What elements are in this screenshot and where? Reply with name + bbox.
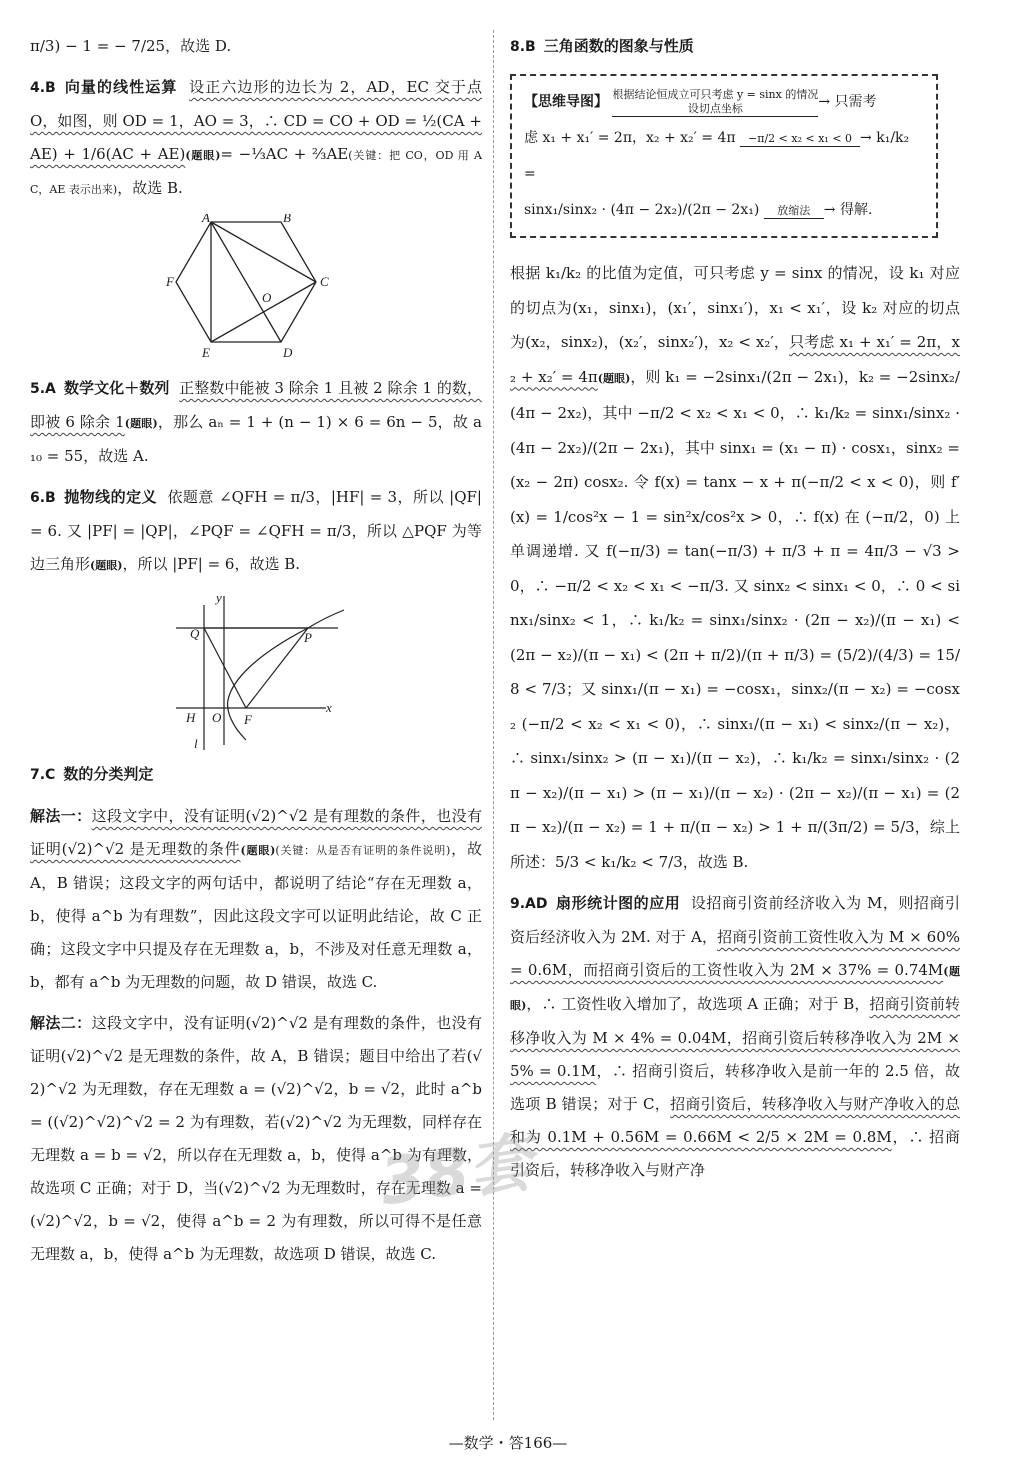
- q6-text2: ，所以 |PF| = 6，故选 B.: [122, 555, 301, 573]
- mind-map-arrow-3: 放缩法: [764, 204, 824, 219]
- q9-text4: ，∴ 招商引资后，转移净收入与财产净: [510, 1128, 960, 1179]
- q7-heading: [30, 758, 482, 792]
- hex-label-C: C: [320, 274, 329, 289]
- method1-label: 解法一：: [30, 807, 92, 825]
- q9-text1: 设招商引资前经济收入为 M，则招商引资后经济收入为 2M. 对于 A，: [510, 894, 960, 946]
- method1-text: 这段文字中，没有证明(√2)^√2 是有理数的条件，也没有证明(√2)^√2 是无理数的条件: [30, 807, 482, 858]
- mind-map-arrow-1: [612, 88, 818, 117]
- q9-text3: ，∴ 招商引资后，转移净收入是前一年的 2.5 倍，故选项 B 错误；对于 C，: [510, 1062, 960, 1113]
- q5-number: 5.A: [30, 381, 56, 397]
- q4-answer: [30, 71, 482, 206]
- method2-text: 这段文字中，没有证明(√2)^√2 是有理数的条件，也没有证明(√2)^√2 是无理数的条件，故 A，B 错误；题目中给出了若(√2)^√2 为无理数，存在无理数 a = (√2)^√2，b = √2，此时 a^b = ((√2)^√2)^√2 = 2 为有理数，若(√2)^√2 为无理数，同样存在无理数 a = b = √2，所以存在无理数 a，b，使得 a^b 为有理数，故选项 C 正确；对于 D，当(√2)^√2 为无理数时，存在无理数 a = (√2)^√2，b = √2，使得 a^b = 2 为有理数，所以可得不是任意无理数 a，b，使得 a^b 为无理数，故选项 D 错误，故选 C.: [30, 1014, 482, 1263]
- mind-map-after-3: 得解.: [839, 202, 873, 218]
- mind-map-line-2: 虑 x₁ + x₁′ = 2π，x₂ + x₂′ = 4π: [524, 130, 736, 146]
- q5-text2: ，那么 aₙ = 1 + (n − 1) × 6 = 6n − 5，故 a₁₀ = 55，故选 A.: [30, 413, 482, 465]
- q9-title: 扇形统计图的应用: [555, 894, 681, 912]
- q8-wave1: 只考虑 x₁ + x₁′ = 2π，x₂ + x₂′ = 4π: [510, 333, 960, 386]
- q5-tag: (题眼): [124, 417, 158, 430]
- right-column: [510, 30, 960, 1195]
- method2-label: 解法二：: [30, 1014, 92, 1032]
- q4-number: 4.B: [30, 80, 56, 96]
- method1-text4: ，故 D 错误，故选 C.: [230, 973, 378, 991]
- q5-title: 数学文化＋数列: [63, 379, 170, 397]
- q4-end: ，故选 B.: [117, 179, 183, 197]
- q6-number: 6.B: [30, 490, 56, 506]
- q8-number: 8.B: [510, 39, 536, 55]
- hex-label-O: O: [262, 290, 272, 305]
- mind-map-label: 【思维导图】: [524, 94, 608, 110]
- q8-tag: (题眼): [597, 371, 631, 385]
- q4-tag: (题眼): [185, 149, 221, 162]
- hex-label-B: B: [283, 214, 291, 225]
- mind-map-after-1: 只需考: [834, 94, 877, 110]
- q9-wave3: 招商引资后，转移净收入与财产净收入的总和为 0.1M + 0.56M = 0.66M < 2/5 × 2M = 0.8M: [510, 1095, 960, 1146]
- q4-text2: = −⅓AC + ⅔AE: [220, 145, 349, 163]
- q8-heading: [510, 30, 960, 64]
- method1-text3: ，因此这段文字可以证明此结论，故 C 正确；这段文字中只提及存在无理数 a，b，不涉及对任意无理数 a，b，都有 a^b 为无理数的问题: [30, 907, 483, 991]
- q3-tail-text: π/3) − 1 = − 7/25，故选 D.: [30, 37, 232, 55]
- point-label-Q: Q: [190, 626, 200, 641]
- hex-label-F: F: [166, 274, 174, 289]
- q3-tail: [30, 30, 482, 63]
- axis-label-x: x: [326, 700, 332, 715]
- q8-solution: [510, 256, 960, 879]
- watermark-logo: 38套: [375, 1125, 538, 1221]
- left-column: [30, 30, 482, 1279]
- q4-key-note: (关键：把 CO，OD 用 AC，AE 表示出来): [30, 149, 482, 196]
- point-label-F: F: [244, 712, 252, 727]
- q9-tag: (题眼): [510, 965, 960, 1012]
- q6-text: 依题意 ∠QFH = π/3，|HF| = 3，所以 |QF| = 6. 又 |PF| = |QP|，∠PQF = ∠QFH = π/3，所以 △PQF 为等边三角形: [30, 488, 482, 573]
- q9-wave2: 招商引资前转移净收入为 M × 4% = 0.04M，招商引资后转移净收入为 2M × 5% = 0.1M: [510, 995, 960, 1080]
- q6-answer: [30, 481, 482, 582]
- q7-number: 7.C: [30, 767, 56, 783]
- q6-title: 抛物线的定义: [63, 488, 157, 506]
- mind-map-arrow-1-top: 根据结论恒成立可只考虑 y = sinx 的情况: [612, 87, 819, 101]
- q8-text1: 根据 k₁/k₂ 的比值为定值，可只考虑 y = sinx 的情况，设 k₁ 对应的切点为(x₁，sinx₁)，(x₁′，sinx₁′)，x₁ < x₁′，设 k₂ 对应的切点为(x₂，sinx₂)，(x₂′，sinx₂′)，x₂ < x₂′，: [510, 264, 960, 351]
- mind-map-row-1: 【思维导图】 根据结论恒成立可只考虑 y = sinx 的情况 设切点坐标 → 只需考: [524, 87, 877, 115]
- hex-label-E: E: [202, 345, 210, 360]
- q9-number: 9.AD: [510, 896, 548, 912]
- q6-tag: (题眼): [90, 559, 123, 572]
- q5-answer: [30, 372, 482, 473]
- mind-map-arrow-1-bottom: 设切点坐标: [687, 101, 743, 115]
- q9-wave1: 招商引资前工资性收入为 M × 60% = 0.6M，而招商引资后的工资性收入为 2M × 37% = 0.74M: [510, 928, 961, 979]
- page-footer: —数学・答166—: [448, 1434, 568, 1452]
- mind-map-row-3: sinx₁/sinx₂ · (4π − 2x₂)/(2π − 2x₁) 放缩法 → 得解.: [524, 202, 873, 218]
- method1-text2: ，故 A，B 错误；这段文字的两句话中，都说明了结论“存在无理数 a，b，使得 a^b 为有理数”: [30, 840, 482, 925]
- q8-text2: ，则 k₁ = −2sinx₁/(2π − 2x₁)，k₂ = −2sinx₂/(4π − 2x₂)，其中 −π/2 < x₂ < x₁ < 0，∴ k₁/k₂ = sinx₁/sinx₂ · (4π − 2x₂)/(2π − 2x₁)，其中 sinx₁ = (x₁ − π) · cosx₁，sinx₂ = (x₂ − 2π) cosx₂. 令 f(x) = tanx − x + π(−π/2 < x < 0)，则 f′(x) = 1/cos²x − 1 = sin²x/cos²x > 0，∴ f(x) 在 (−π/2，0) 上单调递增. 又 f(−π/3) = tan(−π/3) + π/3 + π = 4π/3 − √3 > 0，∴ −π/2 < x₂ < x₁ < −π/3. 又 sinx₂ < sinx₁ < 0，∴ 0 < sinx₁/sinx₂ < 1，∴ k₁/k₂ = sinx₁/sinx₂ · (2π − x₂)/(π − x₁) < (2π − x₂)/(π − x₁) < (2π + π/2)/(π + π/3) = (5/2)/(4/3) = 15/8 < 7/3；又 sinx₁/(π − x₁) = −cosx₁，sinx₂/(π − x₂) = −cosx₂ (−π/2 < x₂ < x₁ < 0)，∴ sinx₁/(π − x₁) < sinx₂/(π − x₂)，∴ sinx₁/sinx₂ > (π − x₁)/(π − x₂)，∴ k₁/k₂ = sinx₁/sinx₂ · (2π − x₂)/(π − x₁) > (π − x₁)/(π − x₂) · (2π − x₂)/(π − x₁) = (2π − x₂)/(π − x₂) = 1 + π/(π − x₂) > 1 + π/(3π/2) = 5/3，综上所述：5/3 < k₁/k₂ < 7/3，故选 B.: [510, 367, 960, 871]
- q8-title: 三角函数的图象与性质: [543, 37, 694, 55]
- axis-label-y: y: [216, 590, 222, 605]
- mind-map-row-2: 虑 x₁ + x₁′ = 2π，x₂ + x₂′ = 4π −π/2 < x₂ < x₁ < 0 → k₁/k₂ =: [524, 130, 910, 182]
- parabola-figure: [166, 590, 346, 750]
- hex-label-A: A: [202, 214, 210, 225]
- point-label-H: H: [186, 710, 196, 725]
- mind-map-line-3: sinx₁/sinx₂ · (4π − 2x₂)/(2π − 2x₁): [524, 202, 760, 218]
- point-label-O: O: [212, 710, 222, 725]
- q7-method1: [30, 800, 482, 999]
- mind-map-after-2: k₁/k₂ =: [524, 130, 910, 182]
- hexagon-figure: [166, 214, 346, 364]
- hex-label-D: D: [283, 345, 293, 360]
- point-label-P: P: [304, 630, 312, 645]
- mind-map-arrow-2: −π/2 < x₂ < x₁ < 0: [740, 132, 860, 147]
- q9-text2: ，∴ 工资性收入增加了，故选项 A 正确；对于 B，: [526, 995, 870, 1013]
- q4-title: 向量的线性运算: [63, 78, 178, 96]
- line-label-l: l: [194, 736, 198, 750]
- q4-text: 设正六边形的边长为 2，AD，EC 交于点 O，如图，则 OD = 1，AO = 3，∴ CD = CO + OD = ½(CA + AE) + 1/6(AC + AE): [30, 78, 482, 163]
- q5-text: 正整数中能被 3 除余 1 且被 2 除余 1 的数，即被 6 除余 1: [30, 379, 482, 431]
- mind-map-box: [510, 74, 938, 238]
- q7-title: 数的分类判定: [63, 765, 154, 783]
- method1-key: (关键：从是否有证明的条件说明): [275, 844, 451, 857]
- method1-tag: (题眼): [240, 844, 276, 857]
